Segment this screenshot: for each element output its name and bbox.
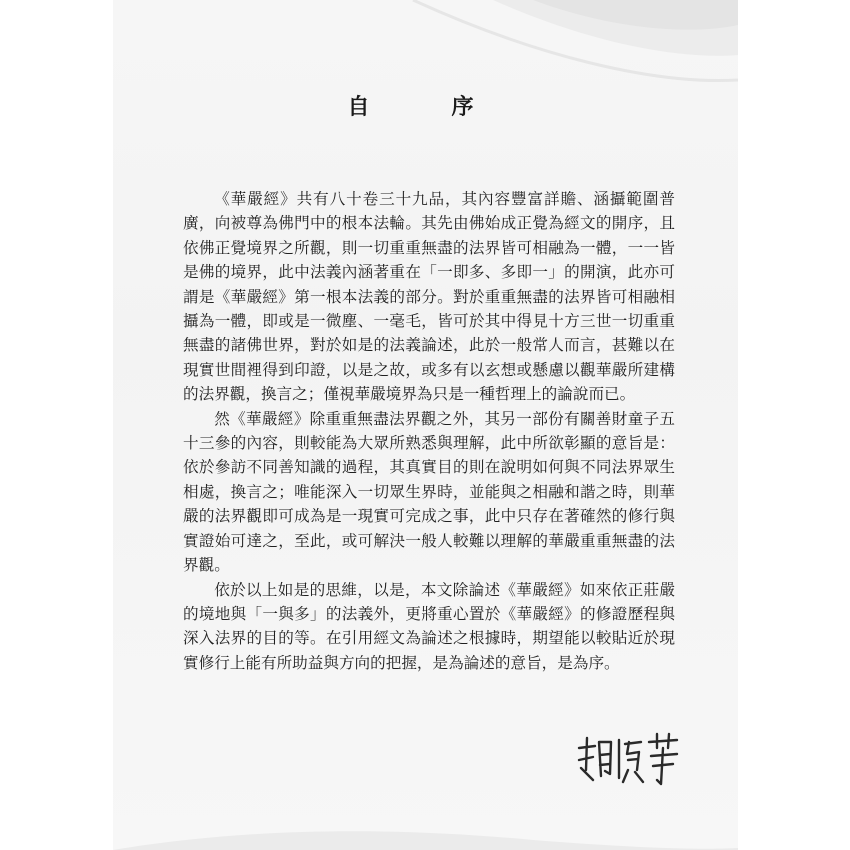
preface-title: 自 序 (347, 94, 504, 120)
paper-page (113, 0, 738, 850)
preface-body (183, 187, 675, 675)
author-signature (573, 730, 683, 790)
paragraph-2: 然《華嚴經》除重重無盡法界觀之外，其另一部份有關善財童子五十三參的內容，則較能為大眾所熟悉與理解，此中所欲彰顯的意旨是：依於參訪不同善知識的過程，其真實目的則在說明如何與不同法界眾生相處，換言之；唯能深入一切眾生界時，並能與之相融和諧之時，則華嚴的法界觀即可成為是一現實可完成之事，此中只存在著確然的修行與實證始可達之，至此，或可解決一般人較難以理解的華嚴重重無盡的法界觀。 (183, 409, 675, 575)
decorative-swirl-bottom (113, 810, 738, 850)
paragraph-1: 《華嚴經》共有八十卷三十九品，其內容豐富詳贍、涵攝範圍普廣，向被尊為佛門中的根本法輪。其先由佛始成正覺為經文的開序，且依佛正覺境界之所觀，則一切重重無盡的法界皆可相融為一體，一一皆是佛的境界，此中法義內涵著重在「一即多、多即一」的開演，此亦可謂是《華嚴經》第一根本法義的部分。對於重重無盡的法界皆可相融相攝為一體，即或是一微塵、一毫毛，皆可於其中得見十方三世一切重重無盡的諸佛世界，對於如是的法義論述，此於一般常人而言，甚難以在現實世間裡得到印證，以是之故，或多有以玄想或懸慮以觀華嚴所建構的法界觀，換言之；僅視華嚴境界為只是一種哲理上的論說而已。 (183, 190, 675, 404)
decorative-swirl-top (113, 0, 738, 100)
paragraph-3: 依於以上如是的思維，以是，本文除論述《華嚴經》如來依正莊嚴的境地與「一與多」的法義外，更將重心置於《華嚴經》的修證歷程與深入法界的目的等。在引用經文為論述之根據時，期望能以較貼近於現實修行上能有所助益與方向的把握，是為論述的意旨，是為序。 (183, 580, 675, 672)
